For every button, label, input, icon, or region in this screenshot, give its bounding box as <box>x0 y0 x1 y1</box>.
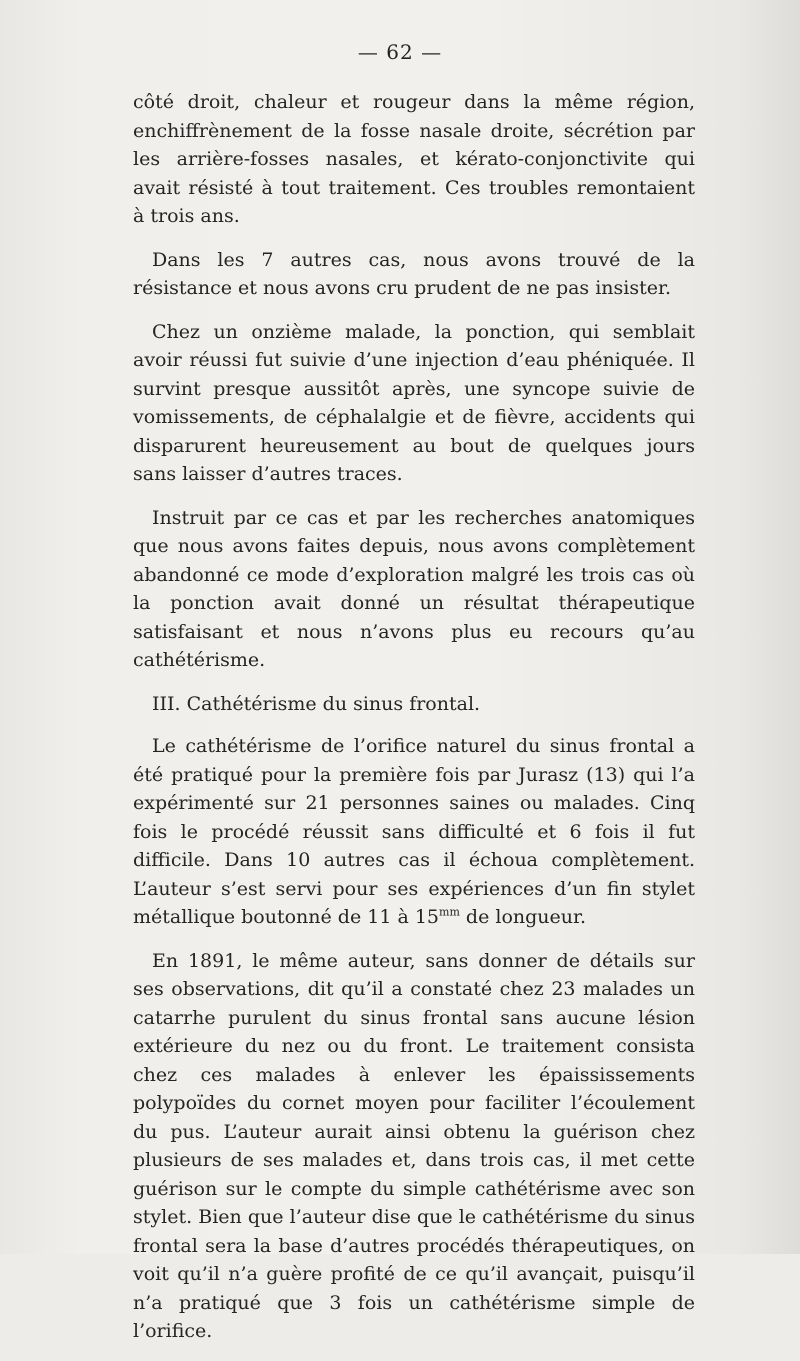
paragraph-text-end: de longueur. <box>459 906 587 928</box>
paragraph-continuation: côté droit, chaleur et rougeur dans la même région, enchiffrènement de la fosse nasale droite, sécrétion par les arrière-fosses nasales, et kérato-conjonctivite qui avait résisté à tout traitement. Ces troubles remontaient à trois ans. <box>133 91 695 227</box>
section-heading: III. Cathétérisme du sinus frontal. <box>152 692 481 715</box>
paragraph-abandoned-puncture: Instruit par ce cas et par les recherches anatomiques que nous avons faites depuis, nous avons complètement abandonné ce mode d’exploration malgré les trois cas où la ponction avait donné un résultat thérapeutique satisfaisant et nous n’avons plus eu recours qu’au cathétérisme. <box>133 506 695 671</box>
paragraph-text-start: Le cathétérisme de l’orifice naturel du sinus frontal a été pratiqué pour la première fois par Jurasz (13) qui l’a expérimenté sur 21 personnes saines ou malades. Cinq fois le procédé réussit sans difficulté et 6 fois il fut difficile. Dans 10 autres cas il échoua complètement. L’auteur s’est servi pour ses expériences d’un fin stylet métallique boutonné de 11 à 15 <box>133 735 695 928</box>
page-number: — 62 — <box>357 40 443 64</box>
paragraph-eleventh-patient: Chez un onzième malade, la ponction, qui semblait avoir réussi fut suivie d’une injection d’eau phéniquée. Il survint presque aussitôt après, une syncope suivie de vomissements, de céphalalgie et de fièvre, accidents qui disparurent heureusement au bout de quelques jours sans laisser d’autres traces. <box>133 320 695 485</box>
body-text <box>133 88 695 1361</box>
paragraph-jurasz-catheterism <box>133 732 695 932</box>
paragraph-1891-observations: En 1891, le même auteur, sans donner de détails sur ses observations, dit qu’il a constaté chez 23 malades un catarrhe purulent du sinus frontal sans aucune lésion extérieure du nez ou du front. Le traitement consista chez ces malades à enlever les épaississements polypoïdes du cornet moyen pour faciliter l’écoulement du pus. L’auteur aurait ainsi obtenu la guérison chez plusieurs de ses malades et, dans trois cas, il met cette guérison sur le compte du simple cathétérisme avec son stylet. Bien que l’auteur dise que le cathétérisme du sinus frontal sera la base d’autres procédés thérapeutiques, on voit qu’il n’a guère profité de ce qu’il avançait, puisqu’il n’a pratiqué que 3 fois un cathétérisme simple de l’orifice. <box>133 949 695 1342</box>
paragraph-other-cases: Dans les 7 autres cas, nous avons trouvé de la résistance et nous avons cru prudent de ne pas insister. <box>133 248 695 299</box>
unit-superscript: mm <box>439 905 460 919</box>
